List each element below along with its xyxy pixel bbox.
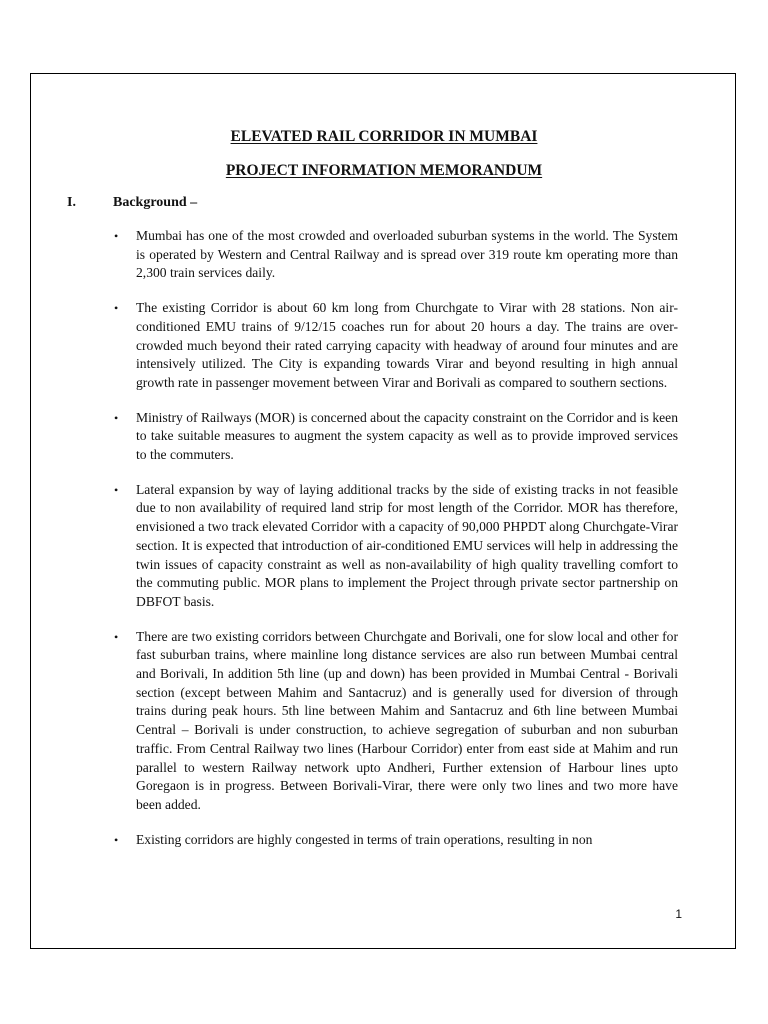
bullet-icon: • bbox=[114, 629, 119, 644]
bullet-item bbox=[110, 299, 678, 393]
bullet-icon: • bbox=[114, 229, 119, 243]
page-number: 1 bbox=[675, 907, 682, 921]
bullet-text: There are two existing corridors between Churchgate and Borivali, one for slow local and other for fast suburban trains, where mainline long distance services are also run between Mumbai central and Borivali, In addition 5th line (up and down) has been provided in Mumbai Central - Borivali section (except between Mahim and Santacruz) and is generally used for diversion of through trains during peak hours. 5th line between Mahim and Santacruz and 6th line between Mumbai Central – Borivali is under construction, to achieve segregation of suburban and non suburban traffic. From Central Railway two lines (Harbour Corridor) enter from east side at Mahim and run parallel to western Railway network upto Andheri, Further extension of Harbour lines upto Goregaon is in progress. Between Borivali-Virar, there were only two lines and two more have been added. bbox=[136, 628, 678, 812]
document-subtitle: PROJECT INFORMATION MEMORANDUM bbox=[225, 162, 543, 179]
bullet-icon: • bbox=[114, 301, 119, 316]
bullet-item bbox=[110, 831, 678, 850]
bullet-icon: • bbox=[114, 482, 119, 497]
bullet-item bbox=[110, 227, 678, 283]
bullet-item bbox=[110, 481, 678, 612]
bullet-text: Mumbai has one of the most crowded and overloaded suburban systems in the world. The System is operated by Western and Central Railway and is spread over 319 route km operating more than 2,300 train services daily. bbox=[136, 228, 678, 281]
section-heading-text: Background – bbox=[113, 195, 198, 210]
background-bullet-list bbox=[110, 227, 678, 865]
document-title: ELEVATED RAIL CORRIDOR IN MUMBAI bbox=[230, 128, 538, 145]
bullet-item bbox=[110, 628, 678, 815]
bullet-text: The existing Corridor is about 60 km long from Churchgate to Virar with 28 stations. Non air-conditioned EMU trains of 9/12/15 coaches run for about 20 hours a day. The trains are over-crowded much beyond their rated carrying capacity with headway of around four minutes and are intensively utilized. The City is expanding towards Virar and beyond resulting in high annual growth rate in passenger movement between Virar and Borivali as compared to southern sections. bbox=[136, 300, 678, 390]
bullet-icon: • bbox=[114, 410, 119, 425]
bullet-text: Existing corridors are highly congested in terms of train operations, resulting in non bbox=[136, 831, 593, 847]
section-number: I. bbox=[67, 195, 76, 210]
bullet-item bbox=[110, 409, 678, 465]
bullet-icon: • bbox=[114, 832, 119, 847]
bullet-text: Ministry of Railways (MOR) is concerned about the capacity constraint on the Corridor and is keen to take suitable measures to augment the system capacity as well as to provide improved services to the commuters. bbox=[136, 409, 678, 463]
bullet-text: Lateral expansion by way of laying additional tracks by the side of existing tracks in not feasible due to non availability of required land strip for most length of the Corridor. MOR has therefore, envisioned a two track elevated Corridor with a capacity of 90,000 PHPDT along Churchgate-Virar section. It is expected that introduction of air-conditioned EMU services will help in addressing the twin issues of capacity constraint as well as non-availability of high quality travelling comfort to the commuting public. MOR plans to implement the Project through private sector partnership on DBFOT basis. bbox=[136, 481, 678, 609]
